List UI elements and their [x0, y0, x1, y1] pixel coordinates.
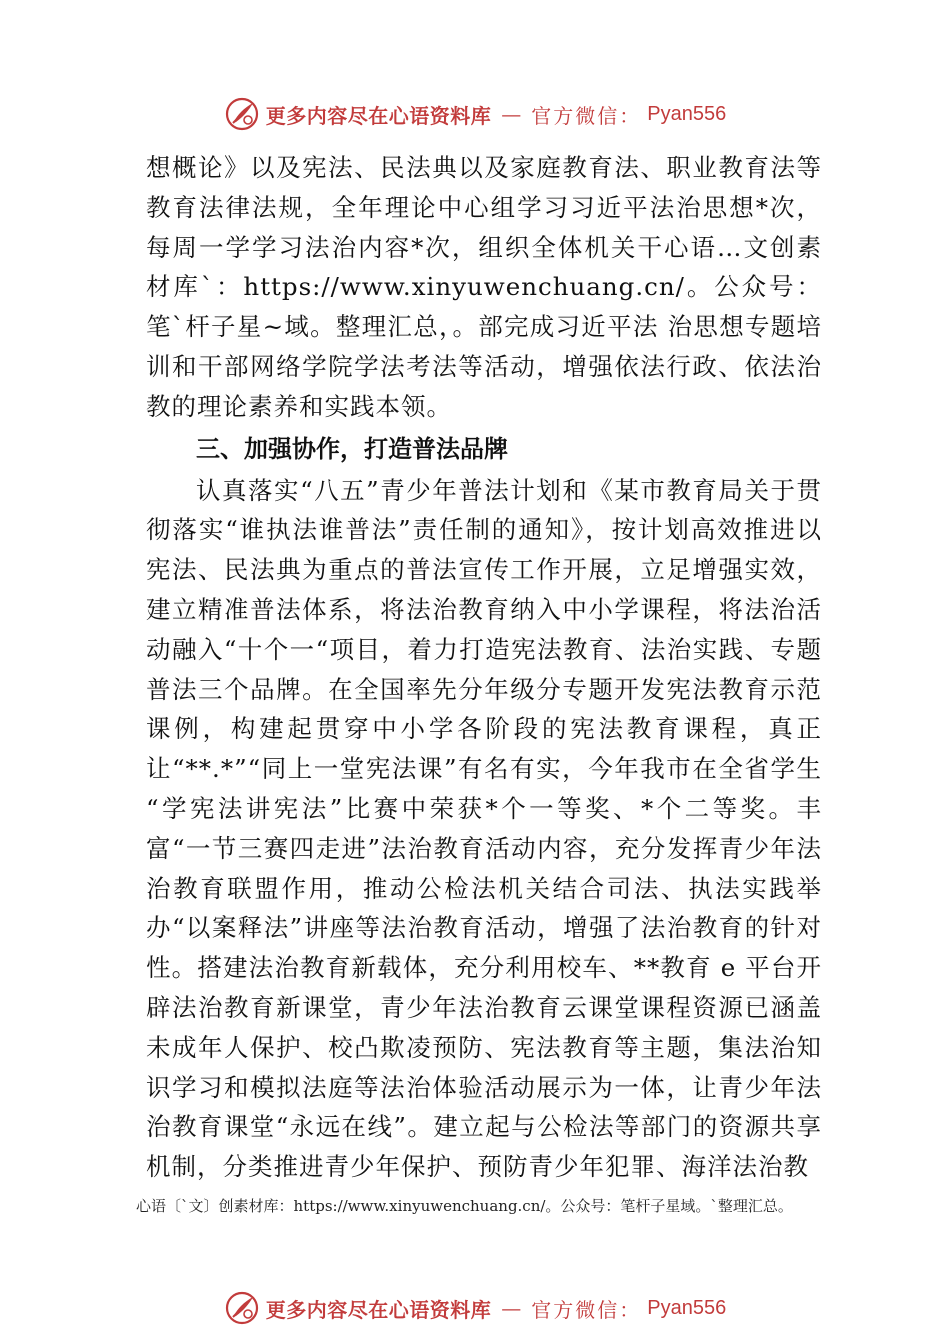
footnote: 心语〔`文〕创素材库：https://www.xinyuwenchuang.cn/。公众号：笔杆子星域。`整理汇总。 — [136, 1197, 793, 1215]
banner-site-name: 更多内容尽在心语资料库 — [265, 103, 492, 128]
footer-banner — [0, 1288, 950, 1328]
section-heading: 三、加强协作，打造普法品牌 — [196, 434, 508, 463]
quill-logo-icon — [224, 1290, 260, 1326]
banner-wechat-label: 官方微信： — [531, 103, 642, 128]
paragraph-2: 认真落实“八五”青少年普法计划和《某市教育局关于贯彻落实“谁执法谁普法”责任制的通知》，按计划高效推进以宪法、民法典为重点的普法宣传工作开展，立足增强实效， 建立精准普法体系，将法治教育纳入中小学课程，将法治活动融入“十个一“项目，着力打造宪法教育、法治实践、专题普法三个品牌。在全国率先分年级分专题开发宪法教育示范课例，构建起贯穿中小学各阶段的宪法教育课程，真正让“**.*”“同上一堂宪法课”有名有实，今年我市在全省学生 “学宪法讲宪法”比赛中荣获*个一等奖、*个二等奖。丰富“一节三赛四走进”法治教育活动内容，充分发挥青少年法治教育联盟作用，推动公检法机关结合司法、执法实践举办“以案释法”讲座等法治教育活动，增强了法治教育的针对性。搭建法治教育新载体，充分利用校车、**教育 e 平台开辟法治教育新课堂，青少年法治教育云课堂课程资源已涵盖未成年人保护、校凸欺凌预防、宪法教育等主题，集法治知识学习和模拟法庭等法治体验活动展示为一体，让青少年法治教育课堂“永远在线”。建立起与公检法等部门的资源共享机制，分类推进青少年保护、预防青少年犯罪、海洋法治教 — [146, 475, 822, 1182]
document-body — [146, 148, 822, 1187]
banner-wechat-label: 官方微信： — [531, 1297, 642, 1322]
header-banner — [0, 94, 950, 134]
banner-site-name: 更多内容尽在心语资料库 — [265, 1297, 492, 1322]
banner-separator: — — [501, 1296, 522, 1320]
banner-wechat-id: Pyan556 — [647, 102, 727, 125]
banner-wechat-id: Pyan556 — [647, 1296, 727, 1319]
banner-separator: — — [501, 102, 522, 126]
quill-logo-icon — [224, 96, 260, 132]
paragraph-1: 想概论》以及宪法、民法典以及家庭教育法、职业教育法等教育法律法规，全年理论中心组学习习近平法治思想*次，每周一学学习法治内容*次，组织全体机关干心语…文创素材库`：https://www.xinyuwenchuang.cn/。公众号：笔`杆子星~域。整理汇总，。部完成习近平法 治思想专题培训和干部网络学院学法考法等活动，增强依法行政、依法治教的理论素养和实践本领。 — [146, 153, 822, 421]
